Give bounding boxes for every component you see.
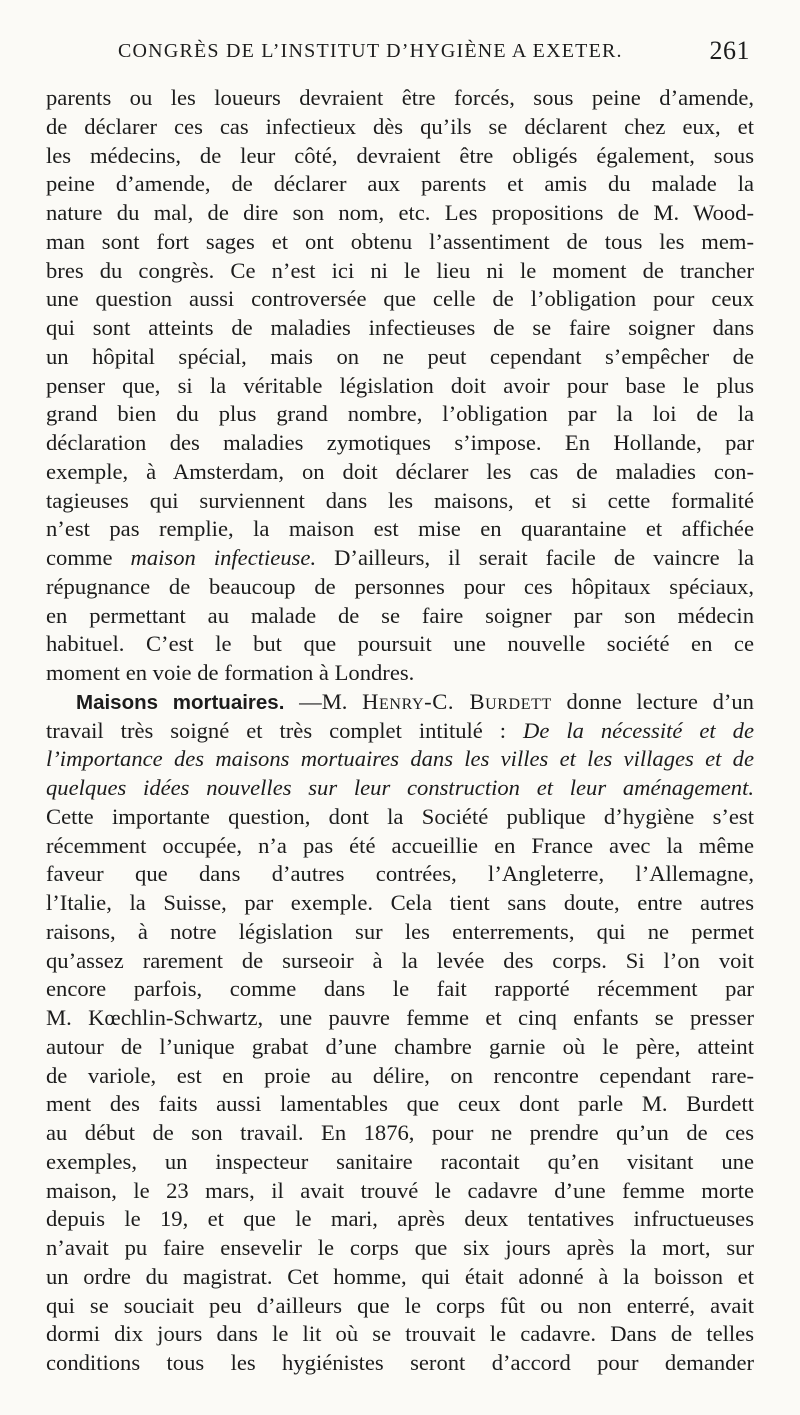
text-line: déclaration des maladies zymotiques s’impose. En Hollande, par <box>46 430 754 455</box>
text-run: donne lecture d’un <box>551 688 754 714</box>
text-line: n’est pas remplie, la maison est mise en quarantaine et affichée <box>46 516 754 542</box>
text-line: exemple, à Amsterdam, on doit déclarer les cas de maladies con- <box>46 458 754 484</box>
text-line: un hôpital spécial, mais on ne peut cependant s’empêcher de <box>46 343 754 369</box>
text-line: exemples, un inspecteur sanitaire racontait qu’en visitant une <box>46 1148 754 1174</box>
text-line: tagieuses qui surviennent dans les maisons, et si cette formalité <box>46 487 754 513</box>
author-name: Henry-C. Burdett <box>362 688 552 714</box>
text-line <box>46 745 754 774</box>
text-line: répugnance de beaucoup de personnes pour ces hôpitaux spéciaux, <box>46 573 754 599</box>
page-number: 261 <box>709 36 750 65</box>
text-run: D’ailleurs, il serait facile de vaincre la <box>316 545 754 570</box>
text-line: dormi dix jours dans le lit où se trouvait le cadavre. Dans de telles <box>46 1321 754 1347</box>
text-line: ment des faits aussi lamentables que ceux dont parle M. Burdett <box>46 1091 754 1117</box>
text-line: qui se souciait peu d’ailleurs que le corps fût ou non enterré, avait <box>46 1292 754 1318</box>
text-line: faveur que dans d’autres contrées, l’Angleterre, l’Allemagne, <box>46 861 754 887</box>
text-line: Cette importante question, dont la Société publique d’hygiène s’est <box>46 803 754 829</box>
text-line: depuis le 19, et que le mari, après deux tentatives infructueuses <box>46 1206 754 1232</box>
section-heading: Maisons mortuaires. <box>76 690 285 714</box>
italic-phrase: maison infectieuse. <box>130 545 317 570</box>
text-line: au début de son travail. En 1876, pour ne prendre qu’un de ces <box>46 1120 754 1145</box>
text-line: les médecins, de leur côté, devraient être obligés également, sous <box>46 142 754 168</box>
text-line: raisons, à notre législation sur les enterrements, qui ne permet <box>46 918 754 944</box>
paragraph-1-end <box>46 573 754 688</box>
work-title: De la nécessité et de <box>523 717 754 743</box>
text-run: travail très soigné et très complet intitulé : <box>46 717 524 743</box>
section-heading-line <box>46 688 754 717</box>
text-run: comme <box>46 545 131 570</box>
text-line: n’avait pu faire ensevelir le corps que six jours après la mort, sur <box>46 1235 754 1260</box>
text-line: bres du congrès. Ce n’est ici ni le lieu ni le moment de trancher <box>46 257 754 283</box>
body-text <box>46 84 754 1378</box>
paragraph-2 <box>46 803 754 1378</box>
text-line: M. Kœchlin-Schwartz, une pauvre femme et cinq enfants se presser <box>46 1005 754 1030</box>
text-line: l’Italie, la Suisse, par exemple. Cela tient sans doute, entre autres <box>46 890 754 915</box>
text-line <box>46 717 754 746</box>
text-line: de variole, est en proie au délire, on rencontre cependant rare- <box>46 1062 754 1088</box>
text-line: peine d’amende, de déclarer aux parents et amis du malade la <box>46 171 754 197</box>
text-line: penser que, si la véritable législation doit avoir pour base le plus <box>46 372 754 398</box>
book-page <box>46 36 754 1378</box>
work-title: l’importance des maisons mortuaires dans les villes et les villages et de <box>46 746 754 772</box>
text-line: man sont fort sages et ont obtenu l’assentiment de tous les mem- <box>46 228 754 254</box>
text-line: qui sont atteints de maladies infectieuses de se faire soigner dans <box>46 315 754 340</box>
text-line <box>46 774 754 803</box>
text-line: un ordre du magistrat. Cet homme, qui était adonné à la boisson et <box>46 1263 754 1289</box>
text-line: moment en voie de formation à Londres. <box>46 660 415 685</box>
text-line: grand bien du plus grand nombre, l’obligation par la loi de la <box>46 401 754 427</box>
text-line: qu’assez rarement de surseoir à la levée des corps. Si l’on voit <box>46 947 754 973</box>
text-line: une question aussi controversée que celle de l’obligation pour ceux <box>46 286 754 312</box>
work-title: quelques idées nouvelles sur leur construction et leur aménagement. <box>46 775 754 800</box>
page-header <box>46 36 754 80</box>
text-line: encore parfois, comme dans le fait rapporté récemment par <box>46 976 754 1002</box>
text-line: habituel. C’est le but que poursuit une nouvelle société en ce <box>46 631 754 657</box>
text-line: nature du mal, de dire son nom, etc. Les propositions de M. Wood- <box>46 200 754 225</box>
text-line: de déclarer ces cas infectieux dès qu’ils se déclarent chez eux, et <box>46 113 754 139</box>
text-line: conditions tous les hygiénistes seront d’accord pour demander <box>46 1350 754 1375</box>
text-run: —M. <box>284 688 363 714</box>
running-title: CONGRÈS DE L’INSTITUT D’HYGIÈNE A EXETER. <box>118 40 623 62</box>
text-line: maison, le 23 mars, il avait trouvé le cadavre d’une femme morte <box>46 1177 754 1203</box>
text-line: autour de l’unique grabat d’une chambre garnie où le père, atteint <box>46 1033 754 1059</box>
paragraph-1 <box>46 84 754 544</box>
text-line <box>46 544 754 573</box>
text-line: parents ou les loueurs devraient être forcés, sous peine d’amende, <box>46 85 754 110</box>
text-line: récemment occupée, n’a pas été accueillie en France avec la même <box>46 832 754 858</box>
text-line: en permettant au malade de se faire soigner par son médecin <box>46 602 754 628</box>
